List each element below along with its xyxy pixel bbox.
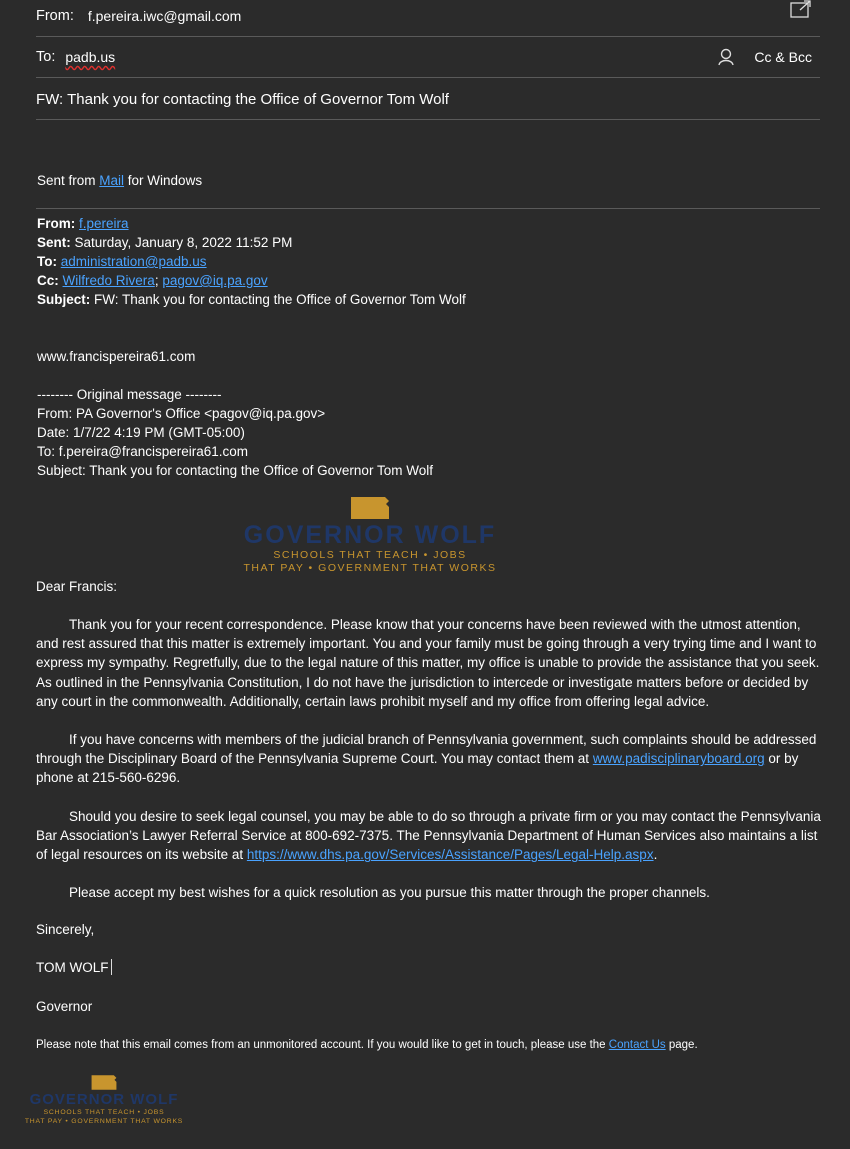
logo-name: GOVERNOR WOLF — [243, 521, 497, 549]
cc-bcc-button[interactable]: Cc & Bcc — [754, 49, 812, 65]
sent-from-line: Sent from Mail for Windows — [37, 173, 203, 188]
forward-from-link[interactable]: f.pereira — [79, 216, 129, 231]
to-row — [36, 37, 820, 78]
mail-link[interactable]: Mail — [99, 173, 125, 188]
original-message: -------- Original message -------- From: PA Governor's Office <pagov@iq.pa.gov> Date: 1/7/22 4:19 PM (GMT-05:00) To: f.pereira@francispereira61.com Subject: Thank you for contacting the Office of Governor Tom Wolf — [37, 387, 433, 478]
logo-tagline-1: SCHOOLS THAT TEACH • JOBS — [273, 549, 467, 561]
website-text: www.francispereira61.com — [37, 349, 196, 364]
forward-to-link[interactable]: administration@padb.us — [60, 254, 207, 269]
cc-link-2[interactable]: pagov@iq.pa.gov — [162, 273, 268, 288]
forward-header: From: f.pereira Sent: Saturday, January 8, 2022 11:52 PM To: administration@padb.us Cc: Wilfredo Rivera; pagov@iq.pa.gov Subject: FW: Thank you for contacting the Office of Governor Tom Wolf — [37, 216, 466, 307]
dhs-legal-help-link[interactable]: https://www.dhs.pa.gov/Services/Assistance/Pages/Legal-Help.aspx — [246, 847, 654, 863]
logo-tagline-2: THAT PAY • GOVERNMENT THAT WORKS — [243, 562, 497, 574]
greeting: Dear Francis: — [36, 579, 118, 594]
from-value[interactable]: f.pereira.iwc@gmail.com — [87, 8, 242, 24]
closing: Sincerely, — [36, 922, 95, 937]
paragraph-3: Should you desire to seek legal counsel, you may be able to do so through a private firm or you may contact the Pennsylvania Bar Association’s Lawyer Referral Service at 800-692-7375. The Pennsylvania Department of Human Services also maintains a list of legal resources on its website at https://www.dhs.pa.gov/Services/Assistance/Pages/Legal-Help.aspx. — [36, 809, 821, 863]
footer-tagline-1: SCHOOLS THAT TEACH • JOBS — [43, 1109, 165, 1116]
cc-link-1[interactable]: Wilfredo Rivera — [62, 273, 155, 288]
paragraph-2: If you have concerns with members of the judicial branch of Pennsylvania government, such complaints should be addressed through the Disciplinary Board of the Pennsylvania Supreme Court. You may contact them at www.padisciplinaryboard.org or by phone at 215-560-6296. — [36, 732, 817, 786]
signer-title: Governor — [36, 999, 93, 1014]
from-label: From: — [36, 8, 74, 24]
popout-icon[interactable] — [790, 0, 812, 18]
text-cursor — [111, 959, 112, 975]
unmonitored-note: Please note that this email comes from an unmonitored account. If you would like to get in touch, please use the Contact Us page. — [36, 1039, 698, 1051]
subject-input[interactable]: FW: Thank you for contacting the Office of Governor Tom Wolf — [36, 90, 449, 108]
to-input[interactable]: padb.us — [65, 49, 116, 65]
divider — [36, 208, 820, 209]
governor-wolf-logo — [235, 495, 505, 575]
footer-tagline-2: THAT PAY • GOVERNMENT THAT WORKS — [24, 1118, 184, 1125]
footer-flag-icon — [90, 1074, 118, 1091]
person-icon[interactable] — [718, 48, 734, 66]
signer-name: TOM WOLF — [36, 958, 826, 977]
paragraph-4: Please accept my best wishes for a quick resolution as you pursue this matter through the proper channels. — [69, 885, 710, 900]
subject-row[interactable] — [36, 79, 820, 120]
contact-us-link[interactable]: Contact Us — [608, 1039, 666, 1051]
to-label: To: — [36, 49, 56, 65]
disciplinary-board-link[interactable]: www.padisciplinaryboard.org — [592, 751, 765, 767]
footer-logo — [18, 1074, 190, 1126]
paragraph-1: Thank you for your recent correspondence. Please know that your concerns have been reviewed with the utmost attention, and rest assured that this matter is extremely important. You and your family must be going through a very trying time and I want to express my sympathy. Regretfully, due to the legal nature of this matter, my office is unable to provide the assistance that you seek. As outlined in the Pennsylvania Constitution, I do not have the jurisdiction to intercede or investigate matters before or decided by any court in the commonwealth. Additionally, certain laws prohibit myself and my office from offering legal advice. — [36, 617, 820, 709]
footer-logo-name: GOVERNOR WOLF — [29, 1091, 179, 1108]
pennsylvania-flag-icon — [349, 495, 391, 521]
from-row — [36, 0, 820, 37]
